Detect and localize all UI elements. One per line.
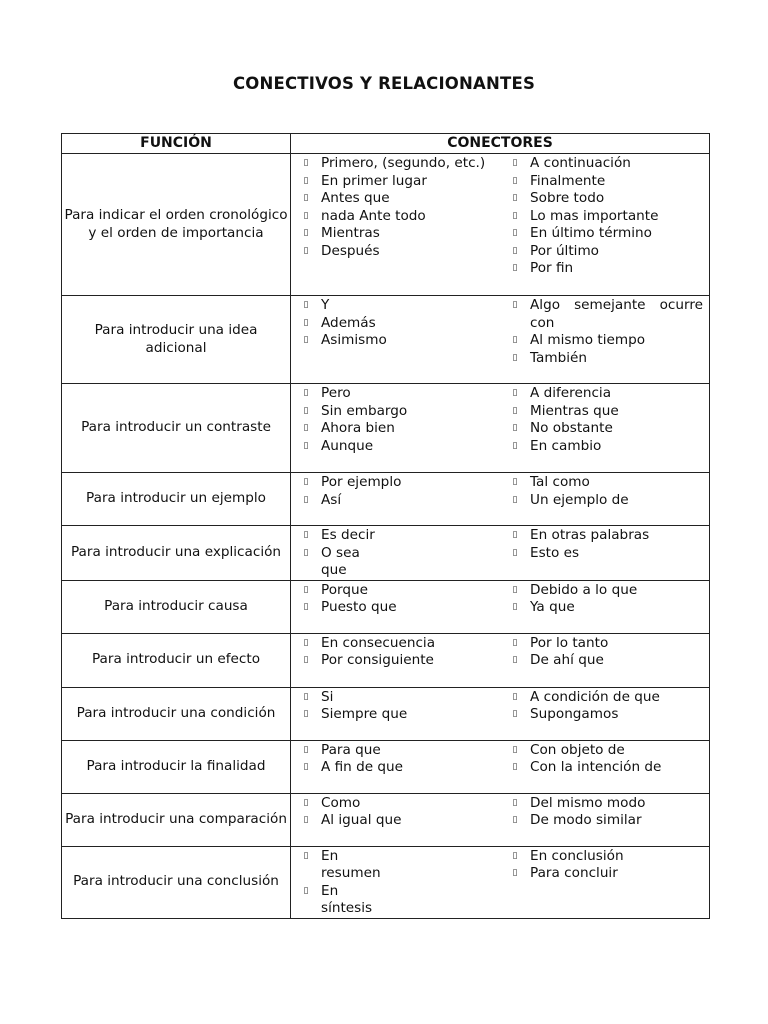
connector-item bbox=[291, 225, 500, 243]
table-row bbox=[62, 633, 710, 687]
bullet-icon: ▯ bbox=[303, 335, 309, 345]
connector-item bbox=[291, 173, 500, 191]
connector-item bbox=[291, 742, 500, 760]
connector-item bbox=[291, 155, 500, 173]
function-cell: Para introducir un ejemplo bbox=[62, 473, 291, 526]
bullet-icon: ▯ bbox=[303, 158, 309, 168]
bullet-icon: ▯ bbox=[303, 388, 309, 398]
bullet-icon: ▯ bbox=[512, 352, 518, 363]
connector-item bbox=[291, 635, 500, 653]
connector-item bbox=[291, 527, 500, 545]
bullet-icon: ▯ bbox=[512, 602, 518, 612]
connector-text: En primer lugar bbox=[321, 172, 427, 189]
connector-item bbox=[291, 795, 500, 813]
table-row bbox=[62, 296, 710, 384]
connector-text: Para que bbox=[321, 741, 381, 758]
bullet-icon: ▯ bbox=[303, 762, 309, 772]
connector-list-left bbox=[291, 526, 500, 580]
connectors-cell bbox=[291, 633, 710, 687]
connectors-cell bbox=[291, 846, 710, 918]
bullet-icon: ▯ bbox=[303, 655, 309, 665]
bullet-icon: ▯ bbox=[303, 210, 309, 221]
connectors-cell bbox=[291, 526, 710, 581]
connectors-cell bbox=[291, 793, 710, 846]
connector-text: Del mismo modo bbox=[530, 794, 646, 811]
bullet-icon: ▯ bbox=[512, 335, 518, 345]
connector-text: Así bbox=[321, 491, 342, 508]
bullet-icon: ▯ bbox=[512, 744, 518, 755]
connector-item bbox=[291, 492, 500, 510]
connector-list-right bbox=[500, 154, 709, 278]
header-funcion: FUNCIÓN bbox=[62, 134, 291, 154]
connector-text: A diferencia bbox=[530, 385, 612, 401]
connectors-cell bbox=[291, 740, 710, 793]
connector-item bbox=[500, 759, 703, 777]
function-cell: Para introducir una conclusión bbox=[62, 846, 291, 918]
bullet-icon: ▯ bbox=[512, 797, 518, 808]
connector-item bbox=[291, 420, 500, 438]
table-header-row bbox=[62, 134, 710, 154]
connector-text: Sobre todo bbox=[530, 190, 605, 206]
connector-text: Para concluir bbox=[530, 865, 618, 881]
bullet-icon: ▯ bbox=[303, 744, 309, 755]
bullet-icon: ▯ bbox=[303, 423, 309, 433]
connector-item bbox=[500, 812, 703, 830]
connector-list-right bbox=[500, 296, 709, 367]
function-cell: Para introducir un efecto bbox=[62, 633, 291, 687]
connector-text: Al mismo tiempo bbox=[530, 332, 646, 348]
connector-text: En resumen bbox=[321, 847, 381, 881]
table-row bbox=[62, 740, 710, 793]
connector-text: Con objeto de bbox=[530, 741, 625, 758]
connector-text: A continuación bbox=[530, 155, 631, 171]
connector-text: Puesto que bbox=[321, 599, 397, 615]
bullet-icon: ▯ bbox=[512, 245, 518, 256]
bullet-icon: ▯ bbox=[512, 477, 518, 487]
connectors-cell bbox=[291, 473, 710, 526]
connector-item bbox=[291, 403, 500, 421]
connector-text: Algo semejante ocurre con bbox=[530, 297, 703, 331]
bullet-icon: ▯ bbox=[303, 547, 309, 558]
header-conectores: CONECTORES bbox=[291, 134, 710, 154]
bullet-icon: ▯ bbox=[303, 300, 309, 310]
connector-text: O sea que bbox=[321, 544, 360, 578]
connector-item bbox=[500, 742, 703, 760]
connector-text: Porque bbox=[321, 581, 368, 598]
table-row bbox=[62, 846, 710, 918]
document-title: CONECTIVOS Y RELACIONANTES bbox=[232, 74, 536, 93]
bullet-icon: ▯ bbox=[512, 300, 518, 310]
bullet-icon: ▯ bbox=[512, 762, 518, 772]
connector-list-right bbox=[500, 581, 709, 617]
connector-item bbox=[291, 848, 500, 883]
connectors-cell bbox=[291, 687, 710, 740]
table-row bbox=[62, 526, 710, 581]
connector-item bbox=[500, 865, 703, 883]
connector-text: Es decir bbox=[321, 527, 375, 543]
connector-item bbox=[500, 297, 703, 332]
connector-list-right bbox=[500, 634, 709, 670]
connector-item bbox=[291, 315, 500, 333]
bullet-icon: ▯ bbox=[303, 477, 309, 487]
connector-text: Por lo tanto bbox=[530, 634, 609, 651]
connector-item bbox=[291, 759, 500, 777]
function-cell: Para introducir causa bbox=[62, 580, 291, 633]
connector-list-left bbox=[291, 634, 500, 670]
connector-list-right bbox=[500, 794, 709, 830]
connector-list-left bbox=[291, 847, 500, 918]
bullet-icon: ▯ bbox=[303, 797, 309, 808]
bullet-icon: ▯ bbox=[512, 691, 518, 702]
table-row bbox=[62, 687, 710, 740]
connector-item bbox=[291, 883, 500, 918]
connector-item bbox=[291, 190, 500, 208]
connector-list-left bbox=[291, 473, 500, 509]
connector-list-left bbox=[291, 296, 500, 367]
bullet-icon: ▯ bbox=[512, 868, 518, 878]
connector-list-right bbox=[500, 526, 709, 580]
bullet-icon: ▯ bbox=[512, 193, 518, 203]
bullet-icon: ▯ bbox=[512, 440, 518, 451]
connector-text: Mientras que bbox=[530, 402, 619, 419]
connector-text: Al igual que bbox=[321, 812, 402, 828]
connector-text: Pero bbox=[321, 385, 351, 401]
bullet-icon: ▯ bbox=[512, 263, 518, 273]
connector-text: Además bbox=[321, 314, 376, 331]
connector-text: Ahora bien bbox=[321, 420, 395, 436]
bullet-icon: ▯ bbox=[303, 637, 309, 648]
connector-item bbox=[500, 795, 703, 813]
connector-item bbox=[500, 420, 703, 438]
bullet-icon: ▯ bbox=[512, 530, 518, 540]
connector-text: Y bbox=[321, 297, 330, 313]
connector-item bbox=[291, 706, 500, 724]
connector-item bbox=[500, 474, 703, 492]
bullet-icon: ▯ bbox=[512, 655, 518, 665]
bullet-icon: ▯ bbox=[303, 228, 309, 238]
bullet-icon: ▯ bbox=[512, 405, 518, 416]
connector-item bbox=[500, 652, 703, 670]
bullet-icon: ▯ bbox=[512, 584, 518, 595]
connector-text: Como bbox=[321, 794, 361, 811]
connector-item bbox=[291, 689, 500, 707]
connector-text: Aunque bbox=[321, 437, 374, 454]
table-row bbox=[62, 473, 710, 526]
bullet-icon: ▯ bbox=[512, 175, 518, 186]
function-cell: Para introducir una condición bbox=[62, 687, 291, 740]
bullet-icon: ▯ bbox=[303, 440, 309, 451]
connector-text: En síntesis bbox=[321, 882, 373, 916]
connector-item bbox=[500, 438, 703, 456]
connector-item bbox=[291, 332, 500, 350]
connectors-table bbox=[61, 133, 710, 919]
bullet-icon: ▯ bbox=[512, 494, 518, 505]
connector-list-left bbox=[291, 794, 500, 830]
bullet-icon: ▯ bbox=[512, 158, 518, 168]
bullet-icon: ▯ bbox=[512, 228, 518, 238]
connector-item bbox=[291, 438, 500, 456]
connector-item bbox=[291, 599, 500, 617]
function-cell: Para introducir una comparación bbox=[62, 793, 291, 846]
connector-item bbox=[291, 545, 500, 580]
function-cell: Para introducir una idea adicional bbox=[62, 296, 291, 384]
connector-text: Por último bbox=[530, 242, 599, 259]
connectors-cell bbox=[291, 154, 710, 296]
connector-text: Por fin bbox=[530, 260, 574, 276]
connector-text: Debido a lo que bbox=[530, 581, 638, 598]
connectors-cell bbox=[291, 296, 710, 384]
connector-item bbox=[500, 689, 703, 707]
bullet-icon: ▯ bbox=[303, 691, 309, 702]
connector-list-left bbox=[291, 741, 500, 777]
bullet-icon: ▯ bbox=[512, 815, 518, 825]
table-row bbox=[62, 580, 710, 633]
bullet-icon: ▯ bbox=[303, 405, 309, 416]
table-row bbox=[62, 154, 710, 296]
bullet-icon: ▯ bbox=[303, 885, 309, 896]
connector-item bbox=[500, 706, 703, 724]
bullet-icon: ▯ bbox=[303, 850, 309, 861]
bullet-icon: ▯ bbox=[303, 530, 309, 540]
connector-item bbox=[500, 332, 703, 350]
function-cell: Para introducir un contraste bbox=[62, 384, 291, 473]
bullet-icon: ▯ bbox=[512, 210, 518, 221]
connector-list-left bbox=[291, 581, 500, 617]
function-cell: Para introducir la finalidad bbox=[62, 740, 291, 793]
connector-text: Si bbox=[321, 688, 334, 705]
connector-text: En consecuencia bbox=[321, 634, 436, 651]
connector-item bbox=[500, 385, 703, 403]
connector-item bbox=[500, 527, 703, 545]
function-cell: Para indicar el orden cronológico y el orden de importancia bbox=[62, 154, 291, 296]
connector-text: De ahí que bbox=[530, 652, 604, 668]
bullet-icon: ▯ bbox=[303, 245, 309, 256]
table-row bbox=[62, 793, 710, 846]
connector-item bbox=[500, 190, 703, 208]
connector-text: No obstante bbox=[530, 420, 613, 436]
connectors-cell bbox=[291, 384, 710, 473]
connector-text: nada Ante todo bbox=[321, 207, 426, 224]
connector-text: Con la intención de bbox=[530, 759, 662, 775]
connector-list-left bbox=[291, 384, 500, 455]
connector-text: De modo similar bbox=[530, 812, 642, 828]
connector-item bbox=[291, 812, 500, 830]
connector-item bbox=[500, 208, 703, 226]
connector-text: También bbox=[530, 349, 588, 366]
connector-list-right bbox=[500, 384, 709, 455]
connector-text: Por ejemplo bbox=[321, 474, 402, 490]
connector-item bbox=[500, 492, 703, 510]
connector-text: Lo mas importante bbox=[530, 207, 659, 224]
connector-text: Sin embargo bbox=[321, 402, 408, 419]
connector-item bbox=[500, 545, 703, 563]
connector-item bbox=[500, 173, 703, 191]
connector-item bbox=[500, 582, 703, 600]
bullet-icon: ▯ bbox=[303, 494, 309, 505]
connector-text: Ya que bbox=[530, 599, 575, 615]
bullet-icon: ▯ bbox=[303, 584, 309, 595]
bullet-icon: ▯ bbox=[303, 815, 309, 825]
connector-item bbox=[500, 243, 703, 261]
connector-list-right bbox=[500, 741, 709, 777]
connector-text: Asimismo bbox=[321, 332, 387, 348]
connector-item bbox=[500, 848, 703, 866]
connector-text: En último término bbox=[530, 225, 652, 241]
connector-text: Supongamos bbox=[530, 706, 619, 722]
connector-item bbox=[291, 297, 500, 315]
connector-list-left bbox=[291, 688, 500, 724]
bullet-icon: ▯ bbox=[512, 388, 518, 398]
bullet-icon: ▯ bbox=[303, 602, 309, 612]
bullet-icon: ▯ bbox=[303, 193, 309, 203]
connector-item bbox=[500, 260, 703, 278]
connector-item bbox=[291, 208, 500, 226]
connector-item bbox=[500, 350, 703, 368]
connector-text: En cambio bbox=[530, 437, 602, 454]
connector-text: A condición de que bbox=[530, 688, 660, 705]
bullet-icon: ▯ bbox=[512, 423, 518, 433]
connector-list-left bbox=[291, 154, 500, 278]
connector-list-right bbox=[500, 473, 709, 509]
connector-item bbox=[500, 599, 703, 617]
connector-text: Primero, (segundo, etc.) bbox=[321, 155, 486, 171]
connector-item bbox=[291, 474, 500, 492]
connector-text: Por consiguiente bbox=[321, 652, 434, 668]
bullet-icon: ▯ bbox=[512, 850, 518, 861]
connector-text: Siempre que bbox=[321, 706, 408, 722]
connector-item bbox=[291, 385, 500, 403]
connector-item bbox=[291, 243, 500, 261]
connector-item bbox=[500, 155, 703, 173]
connector-item bbox=[500, 635, 703, 653]
connector-text: Antes que bbox=[321, 190, 390, 206]
connector-item bbox=[500, 225, 703, 243]
connector-item bbox=[500, 403, 703, 421]
bullet-icon: ▯ bbox=[303, 709, 309, 719]
bullet-icon: ▯ bbox=[512, 637, 518, 648]
connector-text: En conclusión bbox=[530, 847, 624, 864]
connector-text: Mientras bbox=[321, 225, 380, 241]
connector-text: En otras palabras bbox=[530, 527, 650, 543]
connector-text: Después bbox=[321, 242, 380, 259]
connector-item bbox=[291, 652, 500, 670]
bullet-icon: ▯ bbox=[512, 547, 518, 558]
connector-text: Tal como bbox=[530, 474, 590, 490]
connector-text: A fin de que bbox=[321, 759, 404, 775]
table-row bbox=[62, 384, 710, 473]
bullet-icon: ▯ bbox=[303, 175, 309, 186]
connector-list-right bbox=[500, 847, 709, 918]
connectors-cell bbox=[291, 580, 710, 633]
bullet-icon: ▯ bbox=[303, 317, 309, 328]
connector-item bbox=[291, 582, 500, 600]
connector-text: Finalmente bbox=[530, 172, 606, 189]
connector-text: Esto es bbox=[530, 544, 580, 561]
bullet-icon: ▯ bbox=[512, 709, 518, 719]
connector-text: Un ejemplo de bbox=[530, 491, 629, 508]
function-cell: Para introducir una explicación bbox=[62, 526, 291, 581]
connector-list-right bbox=[500, 688, 709, 724]
